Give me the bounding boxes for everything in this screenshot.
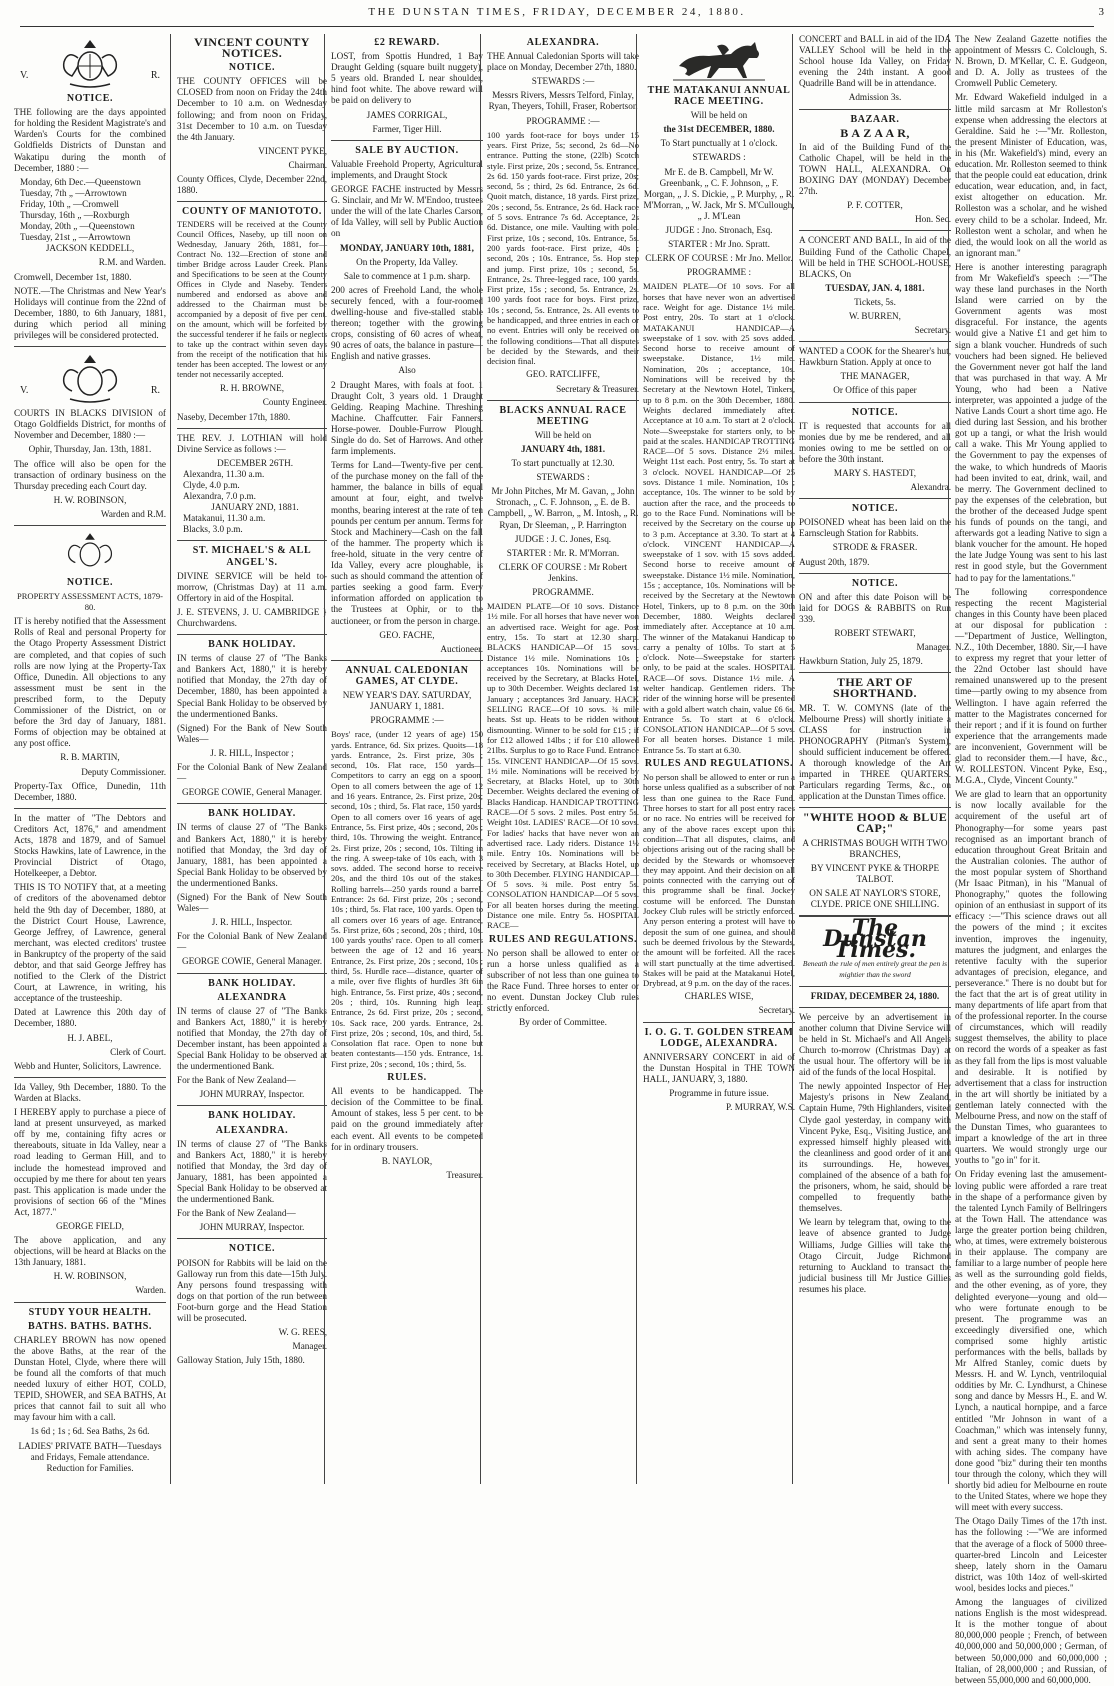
- baths-prices: 1s 6d ; 1s ; 6d. Sea Baths, 2s 6d.: [30, 1426, 150, 1437]
- concert-ball-body: CONCERT and BALL in aid of the IDA VALLEY School will be held in the School house Ida Valley, on Friday evening the 24th instant. A good Quadrille Band will be in attendance.: [799, 34, 951, 89]
- notice-title: BANK HOLIDAY.: [208, 977, 296, 989]
- auction-time: Sale to commence at 1 p.m. sharp.: [343, 270, 471, 281]
- news-paragraph: The Otago Daily Times of the 17th inst. has the following :—"We are informed that the average of a flock of 5000 three-quarter-bred Lincoln and Leicester sheep, lately shorn in the Oamaru district, was 10th 14oz of well-skirted wool, besides locks and pieces.": [955, 1516, 1107, 1593]
- divider: [177, 803, 327, 804]
- land-description: 200 acres of Freehold Land, the whole securely fenced, with a four-roomed dwelling-house and five-stalled stable thereon; together with the growing crops, consisting of 60 acres of wheat, 90 acres of oats, the balance in pasture—English and native grasses.: [331, 284, 483, 362]
- divider: [177, 973, 327, 974]
- racehorse-icon: [669, 36, 769, 82]
- news-paragraph: The New Zealand Gazette notifies the appointment of Messrs C. Colclough, S. N. Brown, D. M'Kellar, C. E. Gudgeon, and D. A. Jolly as trustees of the Cromwell Public Cemetery.: [955, 34, 1107, 89]
- bazaar-heading: B A Z A A R,: [840, 125, 910, 140]
- auction-date: MONDAY, JANUARY 10th, 1881,: [340, 242, 474, 253]
- race-programme: MAIDEN PLATE—Of 10 sovs. Distance 1½ mile. For all horses that have never won an advertised race. Weight for age. Post entry, 15s. To start at 12.30 sharp. BLACKS HANDICAP—Of 15 sovs. Distance 1½ mile. Nominations 10s ; acceptances 10s. Nominations will be received by the Secretary, at Blacks Hotel, up to 30th December. Weights declared 1st January ; acceptances 3rd January. HACK SELLING RACE—Of 10 sovs. ¾ mile heats. Sst up. Heats to be ridden without dismounting. Winner to be sold for £15 ; if for £12 allowed 14lbs ; if for £10 allowed 21lbs. Surplus to go to Race Fund. Entrance 15s. VINCENT HANDICAP—Of 15 sovs. 1½ mile. Nominations will be received by Secretary, at Blacks Hotel, up to 30th December. Weights declared the evening of Blacks Handicap. HANDICAP TROTTING RACE—Of 5 sovs. 2 miles. Post entry 5s. Weight 10st. LADIES' RACE—Of 10 sovs. For ladies' hacks that have never won an advertised race. Lady riders. Distance 1½ mile. Entry 10s. Nominations will be received by Secretary, at Blacks Hotel, up to 30th December. FLYING HANDICAP—Of 5 sovs. ¾ mile. Post entry 5s. CONSOLATION HANDICAP—Of 5 sovs. For all beaten horses during the meeting. Distance one mile. Entry 5s. HOSPITAL RACE—: [487, 601, 639, 931]
- book-title: "WHITE HOOD & BLUE CAP;": [802, 810, 948, 836]
- auction-terms: Terms for Land—Twenty-five per cent. of the purchase money on the fall of the hammer, the balance in bills of equal amount at four, eight, and twelve months, bearing interest at the rate of ten pounds per centum per annum. Terms for Stock and Machinery—Cash on the fall of the hammer. The property which is free-hold, situate in the very centre of Ida Valley, every acre ploughable, is such as should command the attention of parties seeking a good farm. Every information afforded on application to the Trustees at Ophir, or to the auctioneer, or from the person in charge.: [331, 460, 483, 626]
- notice-subtitle: PROPERTY ASSESSMENT ACTS, 1879-80.: [17, 591, 163, 613]
- race-programme: MAIDEN PLATE—Of 10 sovs. For all horses that have never won an advertised race. Weight for age. Distance 1½ mile. Post entry, 20s. To start at 1 o'clock. MATAKANUI HANDICAP—A sweepstake of 1 sov. with 25 sovs added. Second horse to receive amount of sweepstake. Distance, 1½ mile. Nomination, 20s ; acceptance, 10s. Nominations will be received by the Secretary at the Newtown Hotel, Tinkers, up to 8 p.m. on the 30th December, 1880. Weights declared immediately after. Acceptance at 10 a.m. To start at 2 o'clock. Note—Sweepstake for starters only, to be paid at the scales. HANDICAP TROTTING RACE—Of 5 sovs. Distance 2½ miles. Weight 11st each. Post entry, 5s. To start at 3 o'clock. NOVEL HANDICAP—Of 25 sovs. Distance 1 mile. Nomination, 10s ; acceptance, 10s. The winner to be sold by auction after the race, and the proceeds to go to the Race Fund. Nominations will be received by the Secretary on the course up to 3 p.m. Acceptance at 3.30. To start at 4 o'clock. VINCENT HANDICAP—A sweepstake of 1 sov. with 15 sovs added. Second horse to receive amount of sweepstake. Distance 1½ mile. Nomination, 15s ; acceptance, 10s. Nominations will be received by the Secretary at the Newtown Hotel, Tinkers, up to 8 p.m. on the 30th December, 1880. Weights declared immediately after. Acceptance at 10 a.m. The winner of the Matakanui Handicap to carry a penalty of 10lbs. To start at 5 o'clock. Note—Sweepstake for starters only, to be paid at the scales. HOSPITAL RACE—Of sovs. Distance 1½ mile. A welter handicap. Gentlemen riders. The rider of the winning horse will be presented with a gold albert watch chain, value £6 6s. Entrance 5s. To start at 6 o'clock. CONSOLATION HANDICAP—Of 5 sovs. For all beaten horses. Distance 1 mile. Entrance 5s. To start at 6.30.: [643, 281, 795, 755]
- masthead-motto: Beneath the rule of men entirely great the pen is mightier than the sword: [802, 959, 948, 980]
- vr-monogram: V. R.: [20, 70, 160, 81]
- divider: [487, 400, 639, 401]
- notice-subtitle: ALEXANDRA: [217, 991, 287, 1003]
- sports-intro: THE Annual Caledonian Sports will take place on Monday, December 27th, 1880.: [487, 51, 639, 73]
- divider: [799, 986, 951, 987]
- stock-list: 2 Draught Mares, with foals at foot. 1 Draught Colt, 3 years old. 1 Draught Gelding. Reaping Machine. Threshing Machine. Chaffcutter. Fair Fanners. Horse-power. Double-Furrow Plough. Single do do. Set of Harrows. And other farm implements.: [331, 379, 483, 457]
- games-date: NEW YEAR'S DAY. SATURDAY, JANUARY 1, 1881.: [342, 689, 472, 712]
- notice-title: SALE BY AUCTION.: [355, 144, 459, 156]
- stewards-list: Messrs Rivers, Messrs Telford, Finlay, Ryan, Theyers, Tohill, Fraser, Robertson: [488, 90, 638, 112]
- divider: [14, 525, 166, 526]
- divider: [799, 672, 951, 673]
- games-programme: Boys' race, (under 12 years of age) 150 yards. Entrance, 6d. Six prizes. Quoits—18 yards. Entrance, 2s. First prize, 30s ; second, 10s. Flat race, 150 yards—Competitors to carry an egg on a spoon. Open to all comers between the age of 12 and 16 years. Entrance, 2s. First prize, 20s; second, 10s ; third, 5s. Flat race, 150 yards. Open to all comers over 16 years of age. Entrance, 5s. First prize, 40s ; second, 20s ; third, 10s. Throwing the weight. Entrance, 2s. First prize, 20s ; second, 10s. Tilting in the ring. A sweep-take of 10s each, with 3 sovs. added. The second horse to receive 20s, and the third 10s out of the stakes. Rolling barrels—250 yards round a barrel. Entrance: 2s 6d. First prize, 20s ; second, 10s ; third, 5s. Flat race, 100 yards. Open to all comers over 16 years of age. Entrance, 5s. First prize, 60s ; second, 20s ; third, 10s. 100 yards youths' race. Open to all comers between the age of 12 and 16 years. Entrance, 2s. First prize, 20s ; second, 10s ; third, 5s. Hurdle race—distance, quarter of a mile, over five flights of hurdles 3ft 6in high. Entrance, 5s. First prize, 40s ; second, 20s ; third, 10s. Running high leap. Entrance, 2s 6d. First prize, 20s ; second, 10s. Sack race, 200 yards. Entrance, 2s. First prize, 20s ; second, 10s, and third, 5s. Consolation flat race. Open to none but beaten contestants—150 yds. Entrance, 1s. First prize, 20s ; second, 10s ; third, 5s.: [331, 729, 483, 1069]
- section-title: ALEXANDRA.: [526, 37, 600, 48]
- divider: [14, 1077, 166, 1078]
- signatory: ROBERT STEWART,: [834, 628, 916, 639]
- signatory: MARY S. HASTEDT,: [833, 468, 917, 478]
- signatory: GEORGE FIELD,: [56, 1220, 124, 1231]
- column-4: ALEXANDRA. THE Annual Caledonian Sports will take place on Monday, December 27th, 1880. STEWARDS :— Messrs Rivers, Messrs Telford, Finlay, Ryan, Theyers, Tohill, Fraser, Robertson PROGRAMME :— 100 yards foot-race for boys under 15 years. First Prize, 5s; second, 2s 6d—No entrance. Putting the stone, (22lb) Scotch style. First prize, 20s ; second, 5s. Entrance, 2s 6d. 150 yards foot-race. First prize, 20s; second, 5s ; third, 2s 6d. Entrance, 2s 6d. Quoit match, distance, 18 yards. First prize, 20s ; second, 5s. Entrance, 2s 6d. Hack race of 5 sovs. Entrance 7s 6d. Acceptance, 2s 6d. Distance, one mile. Vaulting with pole. First prize, 10s ; second, 10s. Entrance, 5s. 200 yards foot-race. First prize, 40s ; second, 20s ; 10s. Entrance, 5s. Hop step and jump. First prize, 10s ; second, 5s. Entrance, 2s. Three-legged race, 100 yards. First prize, 15s ; second, 5s. Entrance, 2s. 100 yards foot race for boys. First prize, 10s ; second, 5s. Entrance, 2s. All events to be handicapped, and three entries in each or no event. Entries will only be received on the following conditions—That all disputes be decided by the Stewards, and their decision final. GEO. RATCLIFFE, Secretary & Treasurer. BLACKS ANNUAL RACE MEETING Will be held on JANUARY 4th, 1881. To start punctually at 12.30. STEWARDS : Mr John Pitches, Mr M. Gavan, „ John Stronach, „ C. F. Johnson, „ E. de B. Campbell, „ W. Barron, „ M. Intosh, „ R. Ryan, Dr Sleeman, „ P. Harrington JUDGE : J. C. Jones, Esq. STARTER : Mr. R. M'Morran. CLERK OF COURSE : Mr Robert Jenkins. PROGRAMME. MAIDEN PLATE—Of 10 sovs. Distance 1½ mile. For all horses that have never won an advertised race. Weight for age. Post entry, 15s. To start at 12.30 sharp. BLACKS HANDICAP—Of 15 sovs. Distance 1½ mile. Nominations 10s ; acceptances 10s. Nominations will be received by the Secretary, at Blacks Hotel, up to 30th December. Weights declared 1st January ; acceptances 3rd January. HACK SELLING RACE—Of 10 sovs. ¾ mile heats. Sst up. Heats to be ridden without dismounting. Winner to be sold for £15 ; if for £12 allowed 14lbs ; if for £10 allowed 21lbs. Surplus to go to Race Fund. Entrance 15s. VINCENT HANDICAP—Of 15 sovs. 1½ mile. Nominations will be received by Secretary, at Blacks Hotel, up to 30th December. Weights declared the evening of Blacks Handicap. HANDICAP TROTTING RACE—Of 5 sovs. 2 miles. Post entry 5s. Weight 10st. LADIES' RACE—Of 10 sovs. For ladies' hacks that have never won an advertised race. Lady riders. Distance 1½ mile. Entry 10s. Nominations will be received by Secretary, at Blacks Hotel, up to 30th December. FLYING HANDICAP—Of 5 sovs. ¾ mile. Post entry 5s. CONSOLATION HANDICAP—Of 5 sovs. For all beaten horses during the meeting. Distance one mile. Entry 5s. HOSPITAL RACE— RULES AND REGULATIONS. No person shall be allowed to enter or run a horse unless qualified as a subscriber of not less than one guinea to the Race Fund. Three horses to enter or no event. Dunstan Jockey Club rules strictly enforced. By order of Committee.: [480, 34, 643, 1484]
- header-rule: [20, 26, 1094, 27]
- running-head: THE DUNSTAN TIMES, FRIDAY, DECEMBER 24, 1880.: [368, 6, 746, 18]
- place-date: Naseby, December 17th, 1880.: [177, 411, 291, 422]
- place-date: Property-Tax Office, Dunedin, 11th December, 1880.: [14, 780, 166, 802]
- notice-title: NOTICE.: [228, 1243, 276, 1255]
- notice-title: NOTICE.: [851, 406, 899, 418]
- divider: [14, 346, 166, 347]
- application-note: The above application, and any objections, will be heard at Blacks on the 13th January, 1881.: [14, 1235, 166, 1268]
- signatory: R. H. BROWNE,: [219, 383, 285, 394]
- lost-horse-body: LOST, from Spottis Hundred, 1 Bay Draught Gelding (square built nuggety), 5 years old. Branded L near shoulder, hind foot white. The above reward will be paid on delivery to: [331, 51, 483, 106]
- notice-title: £2 REWARD.: [374, 37, 440, 48]
- news-paragraph: On Friday evening last the amusement-loving public were afforded a rare treat in the shape of a performance given by the talented Lynch Family of Bellringers at the Town Hall. The attendance was large the greater portion being children, who, at times, were extremely boisterous in their applause. The company are familiar to a large number of people here as well as the surrounding gold fields, and the other evening, as of yore, they delighted everyone—young and old—who were fortunate enough to be present. The programme was an exceedingly diversified one, which comprised some highly artistic performances with the bells, ballads by Mr Alfred Stanley, comic duets by Messrs. H. and W. Lynch, ventriloquial oddities by Mr. C. Lyndhurst, a Chinese song and dance by Messrs H., E. and W. Lynch, a nautical hornpipe, and a farce entitled "Mr Johnson in want of a Coachman," which was intensely funny, and sent a great many to their homes with aching sides. The company have done good "biz" during their ten months tour through the colony, which they will shortly bid adieu for Melbourne en route to the United States, where we hope they will meet with every success.: [955, 1169, 1107, 1513]
- editorial-paragraph: We perceive by an advertisement in another column that Divine Service will be held in St. Michael's and All Angels Church to-morrow (Christmas Day) at the usual hour. The offertory will be in aid of the funds of the local Hospital.: [799, 1011, 951, 1078]
- holiday-note: NOTE.—The Christmas and New Year's Holidays will continue from the 22nd of December, 1880, to 6th January, 1881, during which period all mining privileges will be considered protected.: [14, 285, 166, 340]
- column-2: VINCENT COUNTY NOTICES. NOTICE. THE COUNTY OFFICES will be CLOSED from noon on Friday the 24th December to 10 a.m. on Wednesday following; and from noon on Friday, 31st December to 10 a.m. on Tuesday the 4th January. VINCENT PYKE, Chairman. County Offices, Clyde, December 22nd, 1880. COUNTY OF MANIOTOTO. TENDERS will be received at the County Council Offices, Naseby, up till noon on Wednesday, January 26th, 1881, for— Contract No. 132—Erection of stone and timber Bridge across Lauder Creek. Plans and Specifications to be seen at the County Offices in Clyde and Naseby. Tenders numbered and endorsed as above and addressed to the Chairman must be accompanied by a deposit of five per cent. on the amount, which will be forfeited by the successful tenderer if he fails or neglects to take up the contract within seven days from the receipt of the notification that his tender has been accepted. The lowest or any tender not necessarily accepted. R. H. BROWNE, County Engineer. Naseby, December 17th, 1880. THE REV. J. LOTHIAN will hold Divine Service as follows :— DECEMBER 26TH. Alexandra, 11.30 a.m. Clyde, 4.0 p.m. Alexandra, 7.0 p.m. JANUARY 2ND, 1881. Matakanui, 11.30 a.m. Blacks, 3.0 p.m. ST. MICHAEL'S & ALL ANGEL'S. DIVINE SERVICE will be held to-morrow, (Christmas Day) at 11 a.m. Offertory in aid of the Hospital. J. E. STEVENS, J. U. CAMBRIDGE } Churchwardens. BANK HOLIDAY. IN terms of clause 27 of "The Banks and Bankers Act, 1880," it is hereby notified that Monday, the 27th day of December, 1880, has been appointed a Special Bank Holiday to be observed by the undermentioned Banks. (Signed) For the Bank of New South Wales— J. R. HILL, Inspector ; For the Colonial Bank of New Zealand— GEORGE COWIE, General Manager. BANK HOLIDAY. IN terms of clause 27 of "The Banks and Bankers Act, 1880," it is hereby notified that Monday, the 3rd day of January, 1881, has been appointed a Special Bank Holiday to be observed by the undermentioned Banks. (Signed) For the Bank of New South Wales— J. R. HILL, Inspector. For the Colonial Bank of New Zealand— GEORGE COWIE, General Manager. BANK HOLIDAY. ALEXANDRA IN terms of clause 27 of "The Banks and Bankers Act, 1880," it is hereby notified that Monday, the 27th day of December instant, has been appointed a Special Bank Holiday to be observed at the undermentioned Bank. For the Bank of New Zealand— JOHN MURRAY, Inspector. BANK HOLIDAY. ALEXANDRA. IN terms of clause 27 of "The Banks and Bankers Act, 1880," it is hereby notified that Monday, the 3rd day of January, 1881, has been appointed a Special Bank Holiday to be observed at the undermentioned Bank. For the Bank of New Zealand— JOHN MURRAY, Inspector. NOTICE. POISON for Rabbits will be laid on the Galloway run from this date—15th July. Any persons found trespassing with dogs on that portion of the run between Foot-burn gorge and the Head Station will be prosecuted. W. G. REES, Manager. Galloway Station, July 15th, 1880.: [170, 34, 331, 1484]
- notice-title: ANNUAL CALEDONIAN GAMES, AT CLYDE.: [345, 664, 469, 687]
- vr-monogram: V. R.: [20, 385, 160, 397]
- signatory-role: Secretary & Treasurer.: [556, 383, 639, 394]
- stewards-list: Mr E. de B. Campbell, Mr W. Greenbank, „ C. F. Johnson, „ F. Morgan, „ J. S. Dickie, „ P. Murphy, „ R. M'Morran, „ W. Jack, Mr S. M'Cullough, „ J. M'Lean: [643, 166, 795, 221]
- rules-title: RULES.: [387, 1072, 427, 1084]
- divider: [799, 341, 951, 342]
- notice-title: NOTICE.: [851, 577, 899, 589]
- poison-notice-body: POISON for Rabbits will be laid on the Galloway run from this date—15th July. Any persons found trespassing with dogs on that portion of the run between Foot-burn gorge and the Head Station will be prosecuted.: [177, 1257, 327, 1323]
- rules-body: No person shall be allowed to enter or run a horse unless qualified as a subscriber of not less than one guinea to the Race Fund. Three horses to enter or no event. Dunstan Jockey Club rules strictly enforced.: [487, 947, 639, 1014]
- divider: [177, 1105, 327, 1106]
- rules-title: RULES AND REGULATIONS.: [644, 758, 794, 770]
- royal-crest-icon: [50, 36, 130, 90]
- courts-notice-body: COURTS IN BLACKS DIVISION of Otago Goldfields District, for months of November and December, 1880 :—: [14, 408, 166, 441]
- signatory: H. W. ROBINSON,: [53, 494, 127, 505]
- rules-body: No person shall be allowed to enter or run a horse unless qualified as a subscriber of not less than one guinea to the Race Fund. Three horses to start for all post entry races or no race. No entries will be received for any of the above races except upon this condition—That all disputes, claims, and objections arising out of the racing shall be decided by the Stewards or whomsoever they may appoint. And their decision on all points connected with the carrying out of this programme shall be final. Jockey costume will be enforced. The Dunstan Jockey Club rules will be strictly enforced. Any person entering a protest will have to deposit the sum of one guinea, and should such be deemed frivolous by the Stewards, the amount will be forfeited. All the races will start punctually at the time advertised. Stakes will be paid at the Matakanui Hotel, Drybread, at 9 p.m. on the day of the races.: [643, 772, 795, 989]
- divider: [799, 109, 951, 110]
- divider: [177, 1238, 327, 1239]
- signatory: VINCENT PYKE,: [258, 145, 327, 156]
- notice-title: NOTICE.: [851, 503, 899, 515]
- application-body: I HEREBY apply to purchase a piece of land at present unsurveyed, as marked off by me, containing fifty acres or thereabouts, situate in Ida Valley, near a road leading to German Hill, and to include the homestead improved and occupied by me there for about ten years past. This application is made under the provisions of section 66 of the "Mines Act, 1877.": [14, 1107, 166, 1217]
- newspaper-columns: [14, 34, 1107, 1685]
- dated-line: Dated at Lawrence this 20th day of December, 1880.: [14, 1007, 166, 1029]
- editorial-paragraph: The newly appointed Inspector of Her Majesty's prisons in New Zealand, Captain Hume, 79th Highlanders, visited Clyde gaol yesterday, in company with Vincent Pyke, Esq., Visiting Justice, and expressed himself highly pleased with the cleanliness and good order of it and its surroundings. He, however, complained of the absence of a bath for the prisoners, whom, he said, should be compelled to frequently bathe themselves.: [799, 1081, 951, 1214]
- divider: [643, 1022, 795, 1023]
- news-paragraph: The following correspondence respecting the recent Magisterial changes in this County have been placed at our disposal for publication :—"Department of Justice, Wellington, N.Z., 10th December, 1880. Sir,—I have to express my regret that your letter of the 22nd October last should have remained unanswered up to the present time—partly owing to my absence from Wellington. I have again referred the matter to the Magistrates concerned for their report ; and if it is found on further experience that the arrangements made are inconvenient, Government will be glad to reconsider them.—I have, &c., W. ROLLESTON. Vincent Pyke, Esq., M.G.A., Clyde, Vincent County.": [955, 586, 1107, 786]
- bank-holiday-body: IN terms of clause 27 of "The Banks and Bankers Act, 1880," it is hereby notified that Monday, the 27th day of December instant, has been appointed a Special Bank Holiday to be observed at the undermentioned Bank.: [177, 1005, 327, 1072]
- news-paragraph: Here is another interesting paragraph from Mr Wakefield's speech :—"The way these land purchases in the North Island were carried on by the Government agents was most disgraceful. For instance, the agents would give a Native £1 and get him to sign a blank voucher. Hundreds of such vouchers had been signed. He believed the Government never got half the land that was purchased in that way. A Mr Young, who had been a Native interpreter, was appointed a judge of the Native Lands Court a short time ago. He died during last Session, and his brother got up a tangi, or what the Irish would call a wake. This Mr Young applied to the Government to pay the expenses of the wake, to which hundreds of Maoris had been invited to eat, drink, wail, and be merry. The Government declined to pay the expenses of the celebration, but the brother of the deceased Judge spent his funds of pounds on the tangi, and afterwards got a leading Native to sign a blank voucher for the amount. He hoped the late Judge Young was sent to his last rest in good style, but the Government had to pay for the lamentations.": [955, 261, 1107, 583]
- masthead: The Dunstan Times.: [823, 915, 927, 964]
- column-5: THE MATAKANUI ANNUAL RACE MEETING. Will be held on the 31st DECEMBER, 1880. To Start punctually at 1 o'clock. STEWARDS : Mr E. de B. Campbell, Mr W. Greenbank, „ C. F. Johnson, „ F. Morgan, „ J. S. Dickie, „ P. Murphy, „ R. M'Morran, „ W. Jack, Mr S. M'Cullough, „ J. M'Lean JUDGE : Jno. Stronach, Esq. STARTER : Mr Jno. Spratt. CLERK OF COURSE : Mr Jno. Mellor. PROGRAMME : MAIDEN PLATE—Of 10 sovs. For all horses that have never won an advertised race. Weight for age. Distance 1½ mile. Post entry, 20s. To start at 1 o'clock. MATAKANUI HANDICAP—A sweepstake of 1 sov. with 25 sovs added. Second horse to receive amount of sweepstake. Distance, 1½ mile. Nomination, 20s ; acceptance, 10s. Nominations will be received by the Secretary at the Newtown Hotel, Tinkers, up to 8 p.m. on the 30th December, 1880. Weights declared immediately after. Acceptance at 10 a.m. To start at 2 o'clock. Note—Sweepstake for starters only, to be paid at the scales. HANDICAP TROTTING RACE—Of 5 sovs. Distance 2½ miles. Weight 11st each. Post entry, 5s. To start at 3 o'clock. NOVEL HANDICAP—Of 25 sovs. Distance 1 mile. Nomination, 10s ; acceptance, 10s. The winner to be sold by auction after the race, and the proceeds to go to the Race Fund. Nominations will be received by the Secretary on the course up to 3 p.m. Acceptance at 3.30. To start at 4 o'clock. VINCENT HANDICAP—A sweepstake of 1 sov. with 15 sovs added. Second horse to receive amount of sweepstake. Distance 1½ mile. Nomination, 15s ; acceptance, 10s. Nominations will be received by the Secretary at the Newtown Hotel, Tinkers, up to 8 p.m. on the 30th December, 1880. Weights declared immediately after. Acceptance at 10 a.m. The winner of the Matakanui Handicap to carry a penalty of 10lbs. To start at 5 o'clock. Note—Sweepstake for starters only, to be paid at the scales. HOSPITAL RACE—Of sovs. Distance 1½ mile. A welter handicap. Gentlemen riders. The rider of the winning horse will be presented with a gold albert watch chain, value £6 6s. Entrance 5s. To start at 6 o'clock. CONSOLATION HANDICAP—Of 5 sovs. For all beaten horses. Distance 1 mile. Entrance 5s. To start at 6.30. RULES AND REGULATIONS. No person shall be allowed to enter or run a horse unless qualified as a subscriber of not less than one guinea to the Race Fund. Three horses to start for all post entry races or no race. No entries will be received for any of the above races except upon this condition—That all disputes, claims, and objections arising out of the racing shall be decided by the Stewards or whomsoever they may appoint. And their decision on all points connected with the carrying out of this programme shall be final. Jockey costume will be enforced. The Dunstan Jockey Club rules will be strictly enforced. Any person entering a protest will have to deposit the sum of one guinea, and should such be deemed frivolous by the Stewards, the amount will be forfeited. All the races will start punctually at the time advertised. Stakes will be paid at the Matakanui Hotel, Drybread, at 9 p.m. on the day of the races. CHARLES WISE, Secretary. I. O. G. T. GOLDEN STREAM LODGE, ALEXANDRA. ANNIVERSARY CONCERT in aid of the Dunstan Hospital in THE TOWN HALL, JANUARY, 3, 1880. Programme in future issue. P. MURRAY, W.S.: [636, 34, 799, 1484]
- notice-title: ST. MICHAEL'S & ALL ANGEL'S.: [192, 545, 312, 568]
- signatory: W. G. REES,: [278, 1327, 327, 1338]
- signatory-role: Secretary.: [758, 1005, 795, 1016]
- signatory: STRODE & FRASER.: [832, 542, 918, 553]
- court-notice-body: THE following are the days appointed for holding the Resident Magistrate's and Warden's Courts for the combined Goldfields Districts of Dunstan and Wakatipu during the month of December, 1880 :—: [14, 107, 166, 173]
- signatory: JACKSON KEDDELL,: [45, 243, 135, 254]
- page-number: 3: [1098, 6, 1104, 18]
- ladies-bath: LADIES' PRIVATE BATH—Tuesdays and Fridays, Female attendance. Reduction for Families.: [18, 1440, 162, 1473]
- notice-title: BANK HOLIDAY.: [208, 1110, 296, 1122]
- notice-title: NOTICE.: [66, 93, 114, 105]
- notice-title: BAZAAR.: [850, 113, 900, 125]
- concert-body: A CONCERT AND BALL, In aid of the Building Fund of the Catholic Chapel, Will be held in THE SCHOOL-HOUSE, BLACKS, On: [799, 235, 951, 279]
- notice-title: BLACKS ANNUAL RACE MEETING: [499, 404, 627, 427]
- divine-service-body: DIVINE SERVICE will be held to-morrow, (Christmas Day) at 11 a.m. Offertory in aid of the Hospital.: [177, 570, 327, 603]
- column-3: £2 REWARD. LOST, from Spottis Hundred, 1 Bay Draught Gelding (square built nuggety), 5 years old. Branded L near shoulder, hind foot white. The above reward will be paid on delivery to JAMES CORRIGAL, Farmer, Tiger Hill. SALE BY AUCTION. Valuable Freehold Property, Agricultural implements, and Draught Stock GEORGE FACHE instructed by Messrs G. Sinclair, and Mr W. M'Endoo, trustees under the will of the late Charles Carson, of Ida Valley, will sell by Public Auction on MONDAY, JANUARY 10th, 1881, On the Property, Ida Valley. Sale to commence at 1 p.m. sharp. 200 acres of Freehold Land, the whole securely fenced, with a four-roomed dwelling-house and five-stalled stable thereon; together with the growing crops, consisting of 60 acres of wheat, 90 acres of oats, the balance in pasture—English and native grasses. Also 2 Draught Mares, with foals at foot. 1 Draught Colt, 3 years old. 1 Draught Gelding. Reaping Machine. Threshing Machine. Chaffcutter. Fair Fanners. Horse-power. Double-Furrow Plough. Single do do. Set of Harrows. And other farm implements. Terms for Land—Twenty-five per cent. of the purchase money on the fall of the hammer, the balance in bills of equal amount at four, eight, and twelve months, bearing interest at the rate of ten pounds per centum per annum. Terms for Stock and Machinery—Cash on the fall of the hammer. The property which is free-hold, situate in the very centre of Ida Valley, every acre ploughable, is such as should command the attention of parties seeking a good farm. Every information afforded on application to the Trustees at Ophir, or to the auctioneer, or from the person in charge. GEO. FACHE, Auctioneer. ANNUAL CALEDONIAN GAMES, AT CLYDE. NEW YEAR'S DAY. SATURDAY, JANUARY 1, 1881. PROGRAMME :— Boys' race, (under 12 years of age) 150 yards. Entrance, 6d. Six prizes. Quoits—18 yards. Entrance, 2s. First prize, 30s ; second, 10s. Flat race, 150 yards—Competitors to carry an egg on a spoon. Open to all comers between the age of 12 and 16 years. Entrance, 2s. First prize, 20s; second, 10s ; third, 5s. Flat race, 150 yards. Open to all comers over 16 years of age. Entrance, 5s. First prize, 40s ; second, 20s ; third, 10s. Throwing the weight. Entrance, 2s. First prize, 20s ; second, 10s. Tilting in the ring. A sweep-take of 10s each, with 3 sovs. added. The second horse to receive 20s, and the third 10s out of the stakes. Rolling barrels—250 yards round a barrel. Entrance: 2s 6d. First prize, 20s ; second, 10s ; third, 5s. Flat race, 100 yards. Open to all comers over 16 years of age. Entrance, 5s. First prize, 60s ; second, 20s ; third, 10s. 100 yards youths' race. Open to all comers between the age of 12 and 16 years. Entrance, 2s. First prize, 20s ; second, 10s ; third, 5s. Hurdle race—distance, quarter of a mile, over five flights of hurdles 3ft 6in high. Entrance, 5s. First prize, 40s ; second, 20s ; third, 10s. Running high leap. Entrance, 2s 6d. First prize, 20s ; second, 10s. Sack race, 200 yards. Entrance, 2s. First prize, 20s ; second, 10s, and third, 5s. Consolation flat race. Open to none but beaten contestants—150 yds. Entrance, 1s. First prize, 20s ; second, 10s ; third, 5s. RULES. All events to be handicapped. The decision of the Committee to be final. Amount of stakes, less 5 per cent. to be paid on the ground immediately after each event. All events to be competed for in ordinary trousers. B. NAYLOR, Treasurer.: [324, 34, 487, 1484]
- churchwardens: J. E. STEVENS, J. U. CAMBRIDGE } Churchwardens.: [177, 606, 327, 628]
- divider: [177, 428, 327, 429]
- news-paragraph: Mr. Edward Wakefield indulged in a little mild sarcasm at Mr Rolleston's expense when addressing the electors at Geraldine. Said he :—"Mr. Rolleston, the present Minister of Education, was, in his (Mr. Wakefield's) mind, every an education. Mr. Rolleston seemed to think that the people could eat education, drink education, wear education, and, in fact, exist altogether on education. Mr. Rolleston was a scholar, and he wished every child to be a scholar. Indeed, Mr. Rolleston went a scholar, and when he died, the would look on all the world as an ignorant man.": [955, 92, 1107, 258]
- divider: [799, 573, 951, 574]
- divider: [799, 498, 951, 499]
- court-date: Ophir, Thursday, Jan. 13th, 1881.: [28, 444, 152, 455]
- royal-crest-icon: [50, 530, 130, 574]
- signatory: JAMES CORRIGAL,: [366, 109, 448, 120]
- divider: [177, 634, 327, 635]
- signatory-role: Secretary.: [914, 325, 951, 336]
- bazaar-body: In aid of the Building Fund of the Catholic Chapel, will be held in the TOWN HALL, ALEXANDRA. On BOXING DAY (MONDAY) December 27th.: [799, 141, 951, 197]
- signatory-role: R.M. and Warden.: [98, 257, 166, 268]
- assessment-body: IT is hereby notified that the Assessment Rolls of Real and personal Property for the Otago Property Assessment District are completed, and that copies of such rolls are now lying at the Property-Tax Office, Dunedin. All objections to any assessment must be sent in the prescribed form, to the Deputy Commissioner of the District, on or before the 3rd day of January, 1881. Forms of objection may be obtained at any post office.: [14, 616, 166, 749]
- debtor-body: THIS IS TO NOTIFY that, at a meeting of creditors of the abovenamed debtor held the 9th day of December, 1880, at the District Court House, Lawrence, George Jeffrey, of Lawrence, general merchant, was elected creditors' trustee in Bankruptcy of the property of the said debtor, and that said George Jeffrey has notified to the Clerk of the District Court, at Lawrence, in writing, his acceptance of the trusteeship.: [14, 882, 166, 1004]
- service-body: THE REV. J. LOTHIAN will hold Divine Service as follows :—: [177, 432, 327, 454]
- news-paragraph: Among the languages of civilized nations English is the most widespread. It is the mother tongue of about 80,000,000 people ; French, of between 40,000,000 and 50,000,000 ; German, of between 50,000,000 and 60,000,000 ; Italian, of 28,000,000 ; and Russian, of between 55,000,000 and 60,000,000.: [955, 1597, 1107, 1685]
- signatory-role: Chairman.: [288, 159, 327, 170]
- editorial-paragraph: We learn by telegram that, owing to the leave of absence granted to Judge Williams, Judge Gillies will take the Otago Circuit, Judge Richmond returning to Auckland to transact the judicial business till Mr Justice Gillies resumes his place.: [799, 1217, 951, 1294]
- divider: [799, 807, 951, 808]
- bank-holiday-body: IN terms of clause 27 of "The Banks and Bankers Act, 1880," it is hereby notified that Monday, the 3rd day of January, 1881, has been appointed a Special Bank Holiday to be observed by the undermentioned Banks.: [177, 822, 327, 888]
- issue-date: FRIDAY, DECEMBER 24, 1880.: [810, 990, 940, 1001]
- wanted-cook-body: WANTED a COOK for the Shearer's hut, Hawkburn Station. Apply at once to: [799, 346, 951, 368]
- notice-title: NOTICE.: [66, 577, 114, 588]
- court-dates: Monday, 6th Dec.—Queenstown Tuesday, 7th „ —Arrowtown Friday, 10th „ —Cromwell Thursday, 16th „ —Roxburgh Monday, 20th „ —Queenstown Tuesday, 21st „ —Arrowtown: [20, 176, 141, 243]
- signatory: R. B. MARTIN,: [60, 752, 120, 763]
- bank-holiday-body: IN terms of clause 27 of "The Banks and Bankers Act, 1880," it is hereby notified that Monday, the 3rd day of January, 1881, has been appointed a Special Bank Holiday to be observed at the undermentioned Bank.: [177, 1138, 327, 1205]
- divider: [331, 660, 483, 661]
- divider: [331, 140, 483, 141]
- bank-holiday-body: IN terms of clause 27 of "The Banks and Bankers Act, 1880," it is hereby notified that Monday, the 27th day of December, 1880, has been appointed a Special Bank Holiday to be observed by the undermentioned Banks.: [177, 653, 327, 719]
- signatory-role: Clerk of Court.: [110, 1046, 166, 1057]
- notice-title: I. O. G. T. GOLDEN STREAM LODGE, ALEXANDRA.: [644, 1026, 794, 1049]
- notice-title: COUNTY OF MANIOTOTO.: [181, 206, 323, 218]
- auction-location: On the Property, Ida Valley.: [356, 256, 458, 267]
- place-date: Hawkburn Station, July 25, 1879.: [799, 656, 923, 667]
- section-title: VINCENT COUNTY NOTICES.: [194, 35, 310, 61]
- tenders-body: TENDERS will be received at the County Council Offices, Naseby, up till noon on Wednesday, January 26th, 1881, for— Contract No. 132—Erection of stone and timber Bridge across Lauder Creek. Plans and Specifications to be seen at the County Offices in Clyde and Naseby. Tenders numbered and endorsed as above and addressed to the Chairman must be accompanied by a deposit of five per cent. on the amount, which will be forfeited by the successful tenderer if he fails or neglects to take up the contract within seven days from the receipt of the notification that his tender has been accepted. The lowest or any tender not necessarily accepted.: [177, 220, 327, 380]
- signatory: W. BURREN,: [849, 310, 901, 321]
- race-date: JANUARY 4th, 1881.: [520, 443, 606, 454]
- signatory: B. NAYLOR,: [381, 1155, 433, 1166]
- place-date: Galloway Station, July 15th, 1880.: [177, 1355, 305, 1366]
- shorthand-body: MR. T. W. COMYNS (late of the Melbourne Press) will shortly initiate a CLASS for instruction in PHONOGRAPHY (Pitman's System), should sufficient inducement be offered. A thorough knowledge of the Art imparted in THREE QUARTERS. Particulars regarding Terms, &c., on application at the Dunstan Times office.: [799, 702, 951, 802]
- signatory: H. W. ROBINSON,: [53, 1271, 127, 1282]
- stewards-list: Mr John Pitches, Mr M. Gavan, „ John Stronach, „ C. F. Johnson, „ E. de B. Campbell, „ W. Barron, „ M. Intosh, „ R. Ryan, Dr Sleeman, „ P. Harrington: [487, 486, 639, 530]
- signatory-role: Warden.: [135, 1285, 166, 1296]
- divider: [799, 1007, 951, 1008]
- service-times: DECEMBER 26TH. Alexandra, 11.30 a.m. Clyde, 4.0 p.m. Alexandra, 7.0 p.m. JANUARY 2ND, 1881. Matakanui, 11.30 a.m. Blacks, 3.0 p.m.: [183, 457, 299, 535]
- application-head: Ida Valley, 9th December, 1880. To the Warden at Blacks.: [14, 1081, 166, 1103]
- signatory: GEO. RATCLIFFE,: [526, 369, 600, 380]
- debtor-intro: In the matter of "The Debtors and Creditors Act, 1876," and amendment Acts, 1878 and 1879, and of Samuel Stocks Hawkins, late of Lawrence, in the Provincial District of Otago, Hotelkeeper, a Debtor.: [14, 812, 166, 879]
- signatory-role: Deputy Commissioner.: [81, 766, 166, 777]
- signatory-role: Manager.: [292, 1341, 327, 1352]
- solicitors: Webb and Hunter, Solicitors, Lawrence.: [14, 1060, 162, 1071]
- poison-notice-body: POISONED wheat has been laid on the Earnscleugh Station for Rabbits.: [799, 517, 951, 539]
- divider: [177, 540, 327, 541]
- baths-title: STUDY YOUR HEALTH.: [28, 1306, 152, 1318]
- divider: [14, 808, 166, 809]
- office-note: The office will also be open for the transaction of ordinary business on the Thursday preceding each Court day.: [14, 458, 166, 491]
- signatory-role: Treasurer.: [446, 1169, 483, 1180]
- concert-date: TUESDAY, JAN. 4, 1881.: [825, 282, 925, 293]
- baths-body: CHARLEY BROWN has now opened the above Baths, at the rear of the Dunstan Hotel, Clyde, where there will be found all the comforts of that much needed luxury of either HOT, COLD, TEPID, SHOWER, and SEA BATHS, At prices that cannot fail to suit all who may favour him with a call.: [14, 1334, 166, 1423]
- signatory: H. J. ABEL,: [67, 1032, 113, 1043]
- column-6: CONCERT and BALL in aid of the IDA VALLEY School will be held in the School house Ida Valley, on Friday evening the 24th instant. A good Quadrille Band will be in attendance. Admission 3s. BAZAAR. B A Z A A R, In aid of the Building Fund of the Catholic Chapel, will be held in the TOWN HALL, ALEXANDRA. On BOXING DAY (MONDAY) December 27th. P. F. COTTER, Hon. Sec. A CONCERT AND BALL, In aid of the Building Fund of the Catholic Chapel, Will be held in THE SCHOOL-HOUSE, BLACKS, On TUESDAY, JAN. 4, 1881. Tickets, 5s. W. BURREN, Secretary. WANTED a COOK for the Shearer's hut, Hawkburn Station. Apply at once to THE MANAGER, Or Office of this paper NOTICE. IT is requested that accounts for all monies due by me be rendered, and all monies owing to me be settled on or before the 30th instant. MARY S. HASTEDT, Alexandra. NOTICE. POISONED wheat has been laid on the Earnscleugh Station for Rabbits. STRODE & FRASER. August 20th, 1879. NOTICE. ON and after this date Poison will be laid for DOGS & RABBITS on Run 339. ROBERT STEWART, Manager. Hawkburn Station, July 25, 1879. THE ART OF SHORTHAND. MR. T. W. COMYNS (late of the Melbourne Press) will shortly initiate a CLASS for instruction in PHONOGRAPHY (Pitman's System), should sufficient inducement be offered. A thorough knowledge of the Art imparted in THREE QUARTERS. Particulars regarding Terms, &c., on application at the Dunstan Times office. "WHITE HOOD & BLUE CAP;" A CHRISTMAS BOUGH WITH TWO BRANCHES, BY VINCENT PYKE & THORPE TALBOT. ON SALE AT NAYLOR'S STORE, CLYDE. PRICE ONE SHILLING. The Dunstan Times. Beneath the rule of men entirely great the pen is mightier than the sword FRIDAY, DECEMBER 24, 1880. We perceive by an advertisement in another column that Divine Service will be held in St. Michael's and All Angels Church to-morrow (Christmas Day) at the usual hour. The offertory will be in aid of the funds of the local Hospital. The newly appointed Inspector of Her Majesty's prisons in New Zealand, Captain Hume, 79th Highlanders, visited Clyde gaol yesterday, in company with Vincent Pyke, Esq., Visiting Justice, and expressed himself highly pleased with the cleanliness and good order of it and its surroundings. He, however, complained of the absence of a bath for the prisoners, whom, he said, should be compelled to frequently bathe themselves. We learn by telegram that, owing to the leave of absence granted to Judge Williams, Judge Gillies will take the Otago Circuit, Judge Richmond returning to Auckland to transact the judicial business till Mr Justice Gillies resumes his place.: [792, 34, 955, 1484]
- signatory-role: Manager.: [916, 642, 951, 653]
- county-offices-body: THE COUNTY OFFICES will be CLOSED from noon on Friday the 24th December to 10 a.m. on Wednesday following; and from noon on Friday, 31st December to 10 a.m. on Tuesday the 4th January.: [177, 76, 327, 142]
- signatory: P. MURRAY, W.S.: [726, 1102, 795, 1113]
- page-header: [0, 0, 1114, 34]
- divider: [799, 230, 951, 231]
- notice-title: NOTICE.: [228, 62, 276, 74]
- signatory-role: Auctioneer.: [440, 643, 483, 654]
- rules-body: All events to be handicapped. The decision of the Committee to be final. Amount of stakes, less 5 per cent. to be paid on the ground immediately after each event. All events to be competed for in ordinary trousers.: [331, 1086, 483, 1152]
- signatory-role: Warden and R.M.: [100, 508, 166, 519]
- race-date: the 31st DECEMBER, 1880.: [663, 124, 775, 135]
- signatory-role: County Engineer.: [262, 397, 327, 408]
- column-1: [14, 34, 170, 1484]
- poison-notice-body: ON and after this date Poison will be laid for DOGS & RABBITS on Run 339.: [799, 591, 951, 624]
- accounts-notice-body: IT is requested that accounts for all monies due by me be rendered, and all monies owing to me be settled on or before the 30th instant.: [799, 420, 951, 464]
- royal-crest-icon: [50, 351, 130, 405]
- place-date: Cromwell, December 1st, 1880.: [14, 271, 132, 282]
- concert-body: ANNIVERSARY CONCERT in aid of the Dunstan Hospital in THE TOWN HALL, JANUARY, 3, 1880.: [643, 1051, 795, 1084]
- signatory: P. F. COTTER,: [847, 200, 903, 211]
- notice-subtitle: ALEXANDRA.: [215, 1124, 289, 1136]
- auction-intro: Valuable Freehold Property, Agricultural implements, and Draught Stock: [331, 158, 483, 180]
- auction-body: GEORGE FACHE instructed by Messrs G. Sinclair, and Mr W. M'Endoo, trustees under the will of the late Charles Carson, of Ida Valley, will sell by Public Auction on: [331, 184, 483, 239]
- divider: [177, 201, 327, 202]
- signatory-role: Farmer, Tiger Hill.: [372, 123, 442, 134]
- signatory-role: Hon. Sec.: [915, 214, 951, 225]
- news-paragraph: We are glad to learn that an opportunity is now locally available for the acquirement of the useful art of Phonography—for some years past recognised as an important branch of education throughout Great Britain and the Australian colonies. The author of the most popular system of Shorthand (Mr Isaac Pitman), in his "Manual of Phonography," quotes the following opinion of an enthusiast in support of its efficacy :—"This science draws out all the powers of the mind ; it excites invention, improves the ingenuity, matures the judgment, and enlarges the retentive faculty with the superior advantages of precision, elegance, and perseverance." There is no doubt but for the fact that the art is of great utility in many departments of life apart from that of the professional reporter. In the course of circumstances, which will readily suggest themselves, the ability to place on record the words of a speaker as fast as they fall from the lips is most valuable and desirable. It is notified by advertisement that a class for instruction in the art will shortly be initiated by a gentleman lately connected with the Melbourne Press, and now on the staff of the Dunstan Times, who guarantees to impart a knowledge of the art in three quarters. We would strongly urge our youths to "go in" for it.: [955, 789, 1107, 1166]
- signatory: CHARLES WISE,: [684, 991, 754, 1002]
- signatory: THE MANAGER,: [840, 371, 910, 382]
- notice-title: BANK HOLIDAY.: [208, 808, 296, 820]
- shorthand-title: THE ART OF SHORTHAND.: [833, 675, 917, 701]
- notice-title: BANK HOLIDAY.: [208, 639, 296, 651]
- divider: [14, 1302, 166, 1303]
- signatory: GEO. FACHE,: [379, 629, 435, 640]
- rules-title: RULES AND REGULATIONS.: [488, 933, 638, 945]
- sports-programme: 100 yards foot-race for boys under 15 years. First Prize, 5s; second, 2s 6d—No entrance. Putting the stone, (22lb) Scotch style. First prize, 20s ; second, 5s. Entrance, 2s 6d. 150 yards foot-race. First prize, 20s; second, 5s ; third, 2s 6d. Entrance, 2s 6d. Quoit match, distance, 18 yards. First prize, 20s ; second, 5s. Entrance, 2s 6d. Hack race of 5 sovs. Entrance 7s 6d. Acceptance, 2s 6d. Distance, one mile. Vaulting with pole. First prize, 10s ; second, 10s. Entrance, 5s. 200 yards foot-race. First prize, 40s ; second, 20s ; 10s. Entrance, 5s. Hop step and jump. First prize, 10s ; second, 5s. Entrance, 2s. Three-legged race, 100 yards. First prize, 15s ; second, 5s. Entrance, 2s. 100 yards foot race for boys. First prize, 10s ; second, 5s. Entrance, 2s. All events to be handicapped, and three entries in each or no event. Entries will only be received on the following conditions—That all disputes be decided by the Stewards, and their decision final.: [487, 129, 639, 367]
- divider: [799, 402, 951, 403]
- column-7: [948, 34, 1107, 1685]
- baths-head: BATHS. BATHS. BATHS.: [28, 1320, 152, 1332]
- notice-title: THE MATAKANUI ANNUAL RACE MEETING.: [647, 85, 791, 108]
- place-date: County Offices, Clyde, December 22nd, 1880.: [177, 174, 327, 196]
